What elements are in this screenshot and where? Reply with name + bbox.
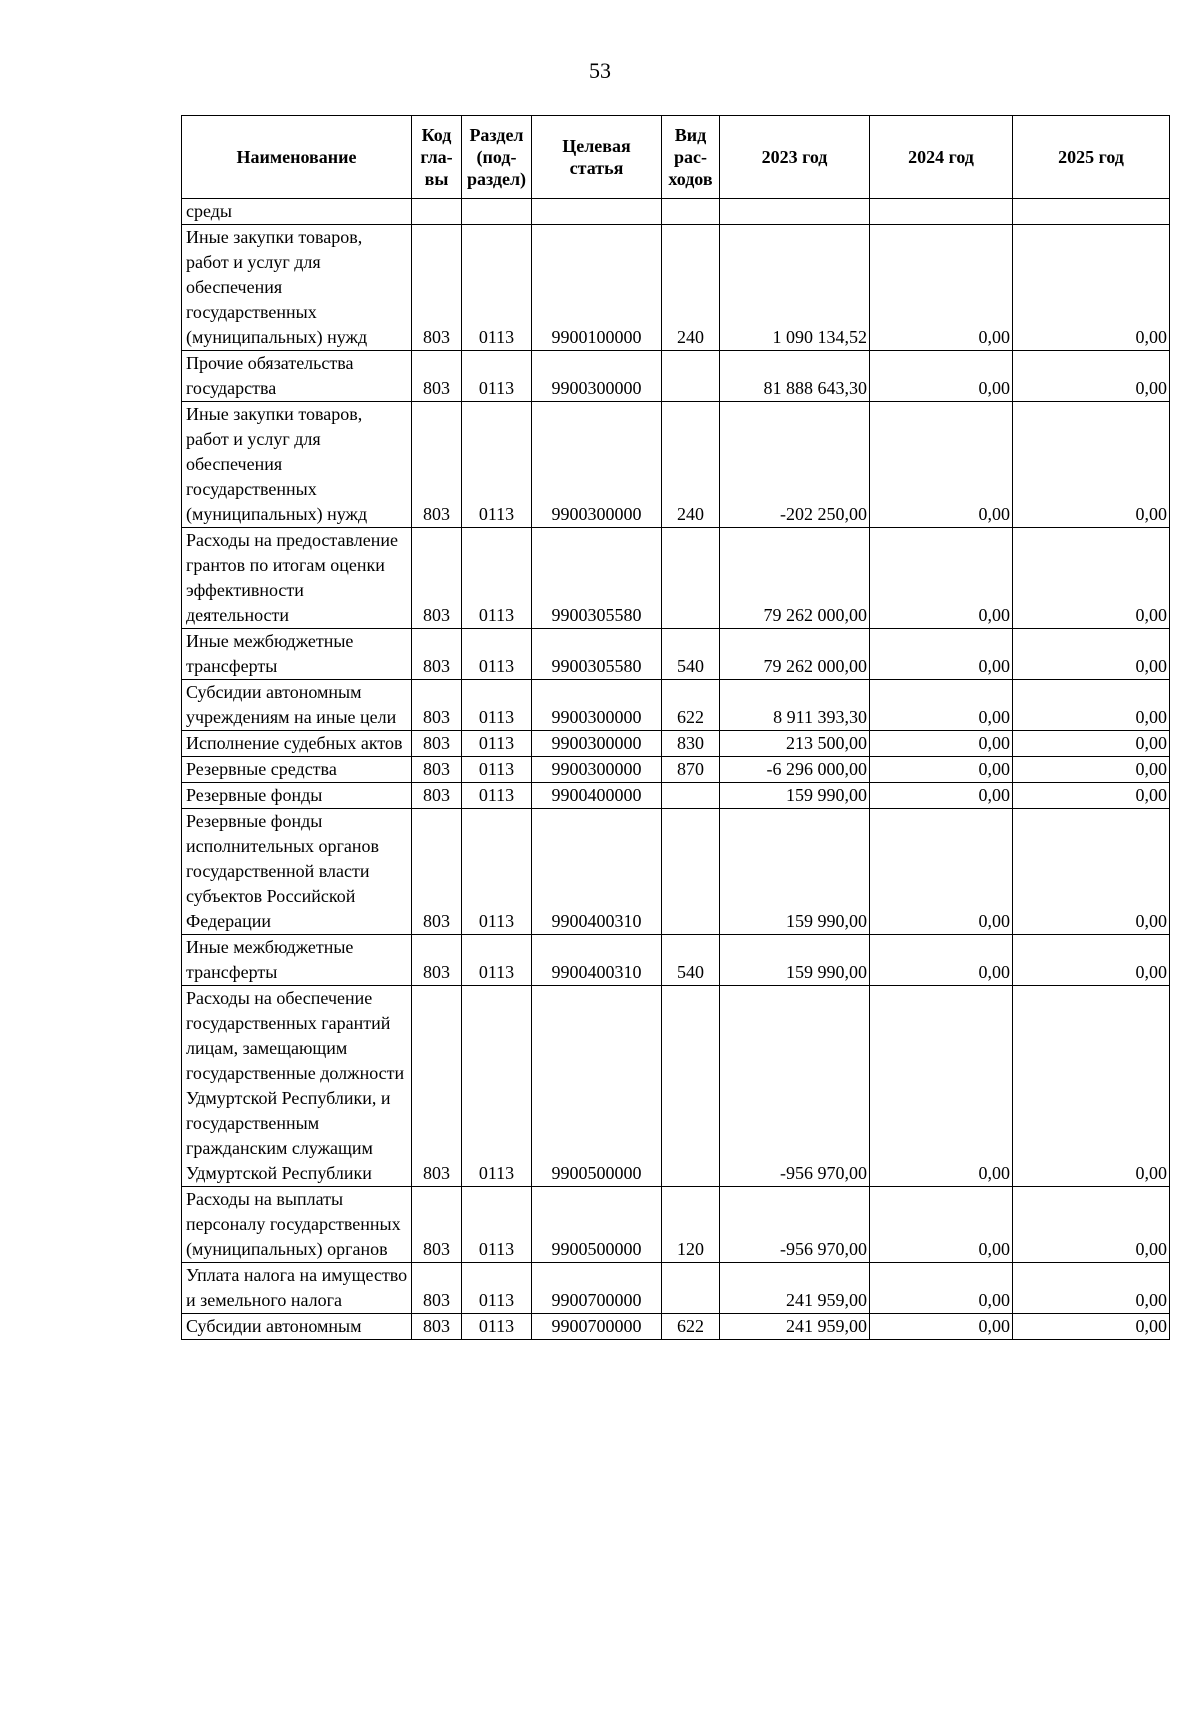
cell-2023: 213 500,00	[720, 731, 870, 757]
cell-chapter-code: 803	[412, 351, 462, 402]
cell-expense-type: 870	[662, 757, 720, 783]
cell-chapter-code: 803	[412, 809, 462, 935]
header-section-line: раздел)	[466, 169, 527, 189]
cell-2024: 0,00	[870, 629, 1013, 680]
cell-2025: 0,00	[1013, 680, 1170, 731]
cell-name: Иные закупки товаров, работ и услуг для обеспечения государственных (муниципальных) нужд	[182, 225, 412, 351]
cell-2025: 0,00	[1013, 402, 1170, 528]
cell-section: 0113	[462, 528, 532, 629]
header-chapter-code-line: вы	[424, 169, 449, 189]
header-2025: 2025 год	[1013, 116, 1170, 199]
cell-2023: 159 990,00	[720, 809, 870, 935]
table-row	[182, 1187, 1170, 1263]
cell-chapter-code: 803	[412, 757, 462, 783]
cell-2025: 0,00	[1013, 351, 1170, 402]
cell-2025: 0,00	[1013, 783, 1170, 809]
cell-section: 0113	[462, 731, 532, 757]
table-row	[182, 986, 1170, 1187]
cell-2024: 0,00	[870, 731, 1013, 757]
cell-2023: 241 959,00	[720, 1263, 870, 1314]
cell-name: Уплата налога на имущество и земельного налога	[182, 1263, 412, 1314]
cell-2024: 0,00	[870, 351, 1013, 402]
table-row	[182, 528, 1170, 629]
cell-2025: 0,00	[1013, 225, 1170, 351]
header-section-line: Раздел	[469, 125, 524, 145]
cell-name: Резервные фонды исполнительных органов государственной власти субъектов Российской Федерации	[182, 809, 412, 935]
cell-target-article: 9900700000	[532, 1314, 662, 1340]
cell-chapter-code: 803	[412, 1187, 462, 1263]
cell-target-article: 9900305580	[532, 629, 662, 680]
cell-2025: 0,00	[1013, 731, 1170, 757]
cell-target-article: 9900400310	[532, 809, 662, 935]
cell-2024: 0,00	[870, 680, 1013, 731]
header-target-article	[532, 116, 662, 199]
table-row	[182, 1314, 1170, 1340]
cell-2023: -202 250,00	[720, 402, 870, 528]
table-row	[182, 225, 1170, 351]
cell-target-article: 9900305580	[532, 528, 662, 629]
cell-section: 0113	[462, 1187, 532, 1263]
cell-2025: 0,00	[1013, 1187, 1170, 1263]
cell-2025: 0,00	[1013, 528, 1170, 629]
cell-section: 0113	[462, 629, 532, 680]
cell-chapter-code: 803	[412, 986, 462, 1187]
cell-2024: 0,00	[870, 935, 1013, 986]
cell-2023: 1 090 134,52	[720, 225, 870, 351]
cell-expense-type	[662, 986, 720, 1187]
table-row	[182, 783, 1170, 809]
cell-section: 0113	[462, 809, 532, 935]
table-row	[182, 1263, 1170, 1314]
cell-2024: 0,00	[870, 986, 1013, 1187]
header-name: Наименование	[182, 116, 412, 199]
header-target-article-line: Целевая	[562, 136, 631, 156]
cell-expense-type	[662, 1263, 720, 1314]
header-chapter-code	[412, 116, 462, 199]
cell-expense-type	[662, 783, 720, 809]
cell-chapter-code: 803	[412, 528, 462, 629]
header-2024: 2024 год	[870, 116, 1013, 199]
cell-expense-type	[662, 199, 720, 225]
cell-name: Расходы на выплаты персоналу государственных (муниципальных) органов	[182, 1187, 412, 1263]
cell-target-article: 9900300000	[532, 351, 662, 402]
cell-2024: 0,00	[870, 528, 1013, 629]
cell-name: Расходы на предоставление грантов по итогам оценки эффективности деятельности	[182, 528, 412, 629]
cell-2023: 159 990,00	[720, 935, 870, 986]
table-row	[182, 199, 1170, 225]
cell-name: Субсидии автономным	[182, 1314, 412, 1340]
table-row	[182, 757, 1170, 783]
cell-chapter-code: 803	[412, 1314, 462, 1340]
cell-2025	[1013, 199, 1170, 225]
cell-target-article: 9900300000	[532, 757, 662, 783]
cell-2024: 0,00	[870, 809, 1013, 935]
cell-2025: 0,00	[1013, 629, 1170, 680]
cell-section: 0113	[462, 1263, 532, 1314]
cell-chapter-code: 803	[412, 783, 462, 809]
cell-section: 0113	[462, 935, 532, 986]
cell-2023: -956 970,00	[720, 1187, 870, 1263]
cell-2024: 0,00	[870, 1263, 1013, 1314]
cell-2024: 0,00	[870, 757, 1013, 783]
header-expense-type-line: Вид	[674, 125, 707, 145]
cell-2024	[870, 199, 1013, 225]
cell-2023: 159 990,00	[720, 783, 870, 809]
cell-target-article: 9900500000	[532, 986, 662, 1187]
header-expense-type-line: рас-	[674, 147, 707, 167]
table-row	[182, 809, 1170, 935]
cell-expense-type: 540	[662, 935, 720, 986]
cell-2023: 81 888 643,30	[720, 351, 870, 402]
page-number: 53	[589, 58, 611, 83]
table-row	[182, 680, 1170, 731]
header-section	[462, 116, 532, 199]
cell-target-article: 9900300000	[532, 680, 662, 731]
cell-2024: 0,00	[870, 1187, 1013, 1263]
cell-target-article: 9900500000	[532, 1187, 662, 1263]
cell-expense-type: 830	[662, 731, 720, 757]
table-body	[182, 199, 1170, 1340]
cell-2025: 0,00	[1013, 1314, 1170, 1340]
cell-name: среды	[182, 199, 412, 225]
cell-section: 0113	[462, 1314, 532, 1340]
table-row	[182, 731, 1170, 757]
cell-chapter-code: 803	[412, 680, 462, 731]
cell-name: Иные межбюджетные трансферты	[182, 935, 412, 986]
cell-expense-type: 622	[662, 1314, 720, 1340]
header-target-article-line: статья	[569, 158, 624, 178]
table-row	[182, 629, 1170, 680]
cell-2025: 0,00	[1013, 809, 1170, 935]
cell-name: Резервные фонды	[182, 783, 412, 809]
cell-section: 0113	[462, 402, 532, 528]
cell-expense-type	[662, 351, 720, 402]
cell-2024: 0,00	[870, 402, 1013, 528]
cell-name: Резервные средства	[182, 757, 412, 783]
cell-expense-type: 240	[662, 225, 720, 351]
cell-2023: 79 262 000,00	[720, 629, 870, 680]
cell-target-article	[532, 199, 662, 225]
cell-target-article: 9900700000	[532, 1263, 662, 1314]
cell-target-article: 9900400000	[532, 783, 662, 809]
cell-expense-type	[662, 809, 720, 935]
cell-section: 0113	[462, 351, 532, 402]
header-expense-type-line: ходов	[668, 169, 713, 189]
header-2023: 2023 год	[720, 116, 870, 199]
cell-2025: 0,00	[1013, 935, 1170, 986]
cell-section: 0113	[462, 783, 532, 809]
cell-section: 0113	[462, 757, 532, 783]
cell-2023: 8 911 393,30	[720, 680, 870, 731]
header-chapter-code-line: Код	[421, 125, 452, 145]
cell-2024: 0,00	[870, 225, 1013, 351]
cell-2023: 79 262 000,00	[720, 528, 870, 629]
cell-name: Исполнение судебных актов	[182, 731, 412, 757]
cell-chapter-code: 803	[412, 731, 462, 757]
cell-chapter-code: 803	[412, 935, 462, 986]
cell-2023: -956 970,00	[720, 986, 870, 1187]
cell-chapter-code: 803	[412, 629, 462, 680]
cell-expense-type	[662, 528, 720, 629]
cell-target-article: 9900300000	[532, 402, 662, 528]
cell-chapter-code	[412, 199, 462, 225]
cell-chapter-code: 803	[412, 402, 462, 528]
cell-2025: 0,00	[1013, 1263, 1170, 1314]
cell-chapter-code: 803	[412, 225, 462, 351]
table-row	[182, 935, 1170, 986]
cell-2024: 0,00	[870, 1314, 1013, 1340]
cell-target-article: 9900100000	[532, 225, 662, 351]
table-row	[182, 351, 1170, 402]
cell-2023: -6 296 000,00	[720, 757, 870, 783]
cell-expense-type: 540	[662, 629, 720, 680]
cell-2023: 241 959,00	[720, 1314, 870, 1340]
cell-expense-type: 622	[662, 680, 720, 731]
cell-name: Иные закупки товаров, работ и услуг для обеспечения государственных (муниципальных) нужд	[182, 402, 412, 528]
cell-name: Расходы на обеспечение государственных гарантий лицам, замещающим государственные должности Удмуртской Республики, и государственным гражданским служащим Удмуртской Республики	[182, 986, 412, 1187]
budget-table	[181, 115, 1170, 1340]
table-row	[182, 402, 1170, 528]
header-row	[182, 116, 1170, 199]
cell-name: Иные межбюджетные трансферты	[182, 629, 412, 680]
cell-section: 0113	[462, 680, 532, 731]
header-chapter-code-line: гла-	[420, 147, 453, 167]
cell-expense-type: 120	[662, 1187, 720, 1263]
cell-2025: 0,00	[1013, 757, 1170, 783]
cell-section: 0113	[462, 986, 532, 1187]
cell-expense-type: 240	[662, 402, 720, 528]
cell-target-article: 9900400310	[532, 935, 662, 986]
header-expense-type	[662, 116, 720, 199]
header-section-line: (под-	[476, 147, 517, 167]
cell-2025: 0,00	[1013, 986, 1170, 1187]
cell-chapter-code: 803	[412, 1263, 462, 1314]
cell-name: Прочие обязательства государства	[182, 351, 412, 402]
cell-target-article: 9900300000	[532, 731, 662, 757]
cell-2023	[720, 199, 870, 225]
cell-section: 0113	[462, 225, 532, 351]
cell-section	[462, 199, 532, 225]
cell-name: Субсидии автономным учреждениям на иные цели	[182, 680, 412, 731]
cell-2024: 0,00	[870, 783, 1013, 809]
